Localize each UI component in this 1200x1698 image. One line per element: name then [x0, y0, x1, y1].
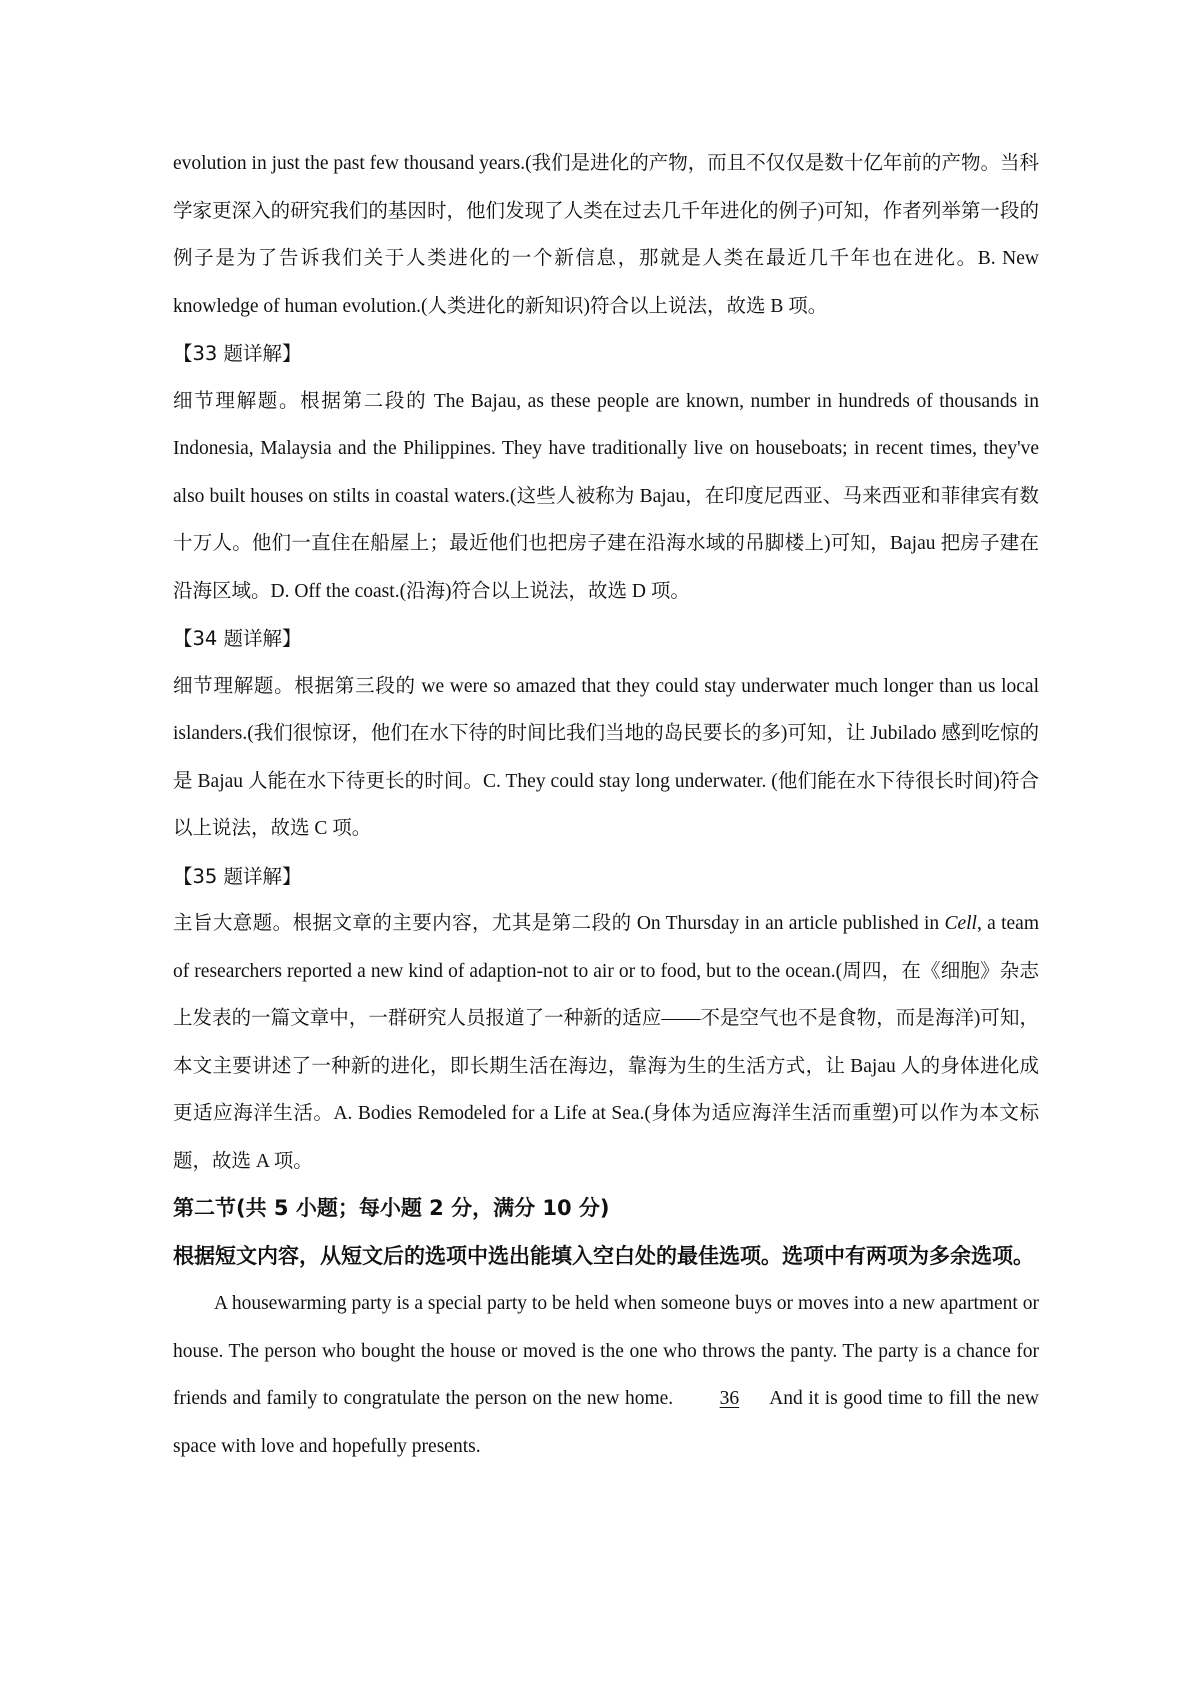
q33-explanation: 细节理解题。根据第二段的 The Bajau, as these people are known, number in hundreds of thousands in Indonesia, Malaysia and the Philippines. They have traditionally live on houseboats; in recent times, they've also built houses on stilts in coastal waters.(这些人被称为 Bajau，在印度尼西亚、马来西亚和菲律宾有数十万人。他们一直住在船屋上；最近他们也把房子建在沿海水域的吊脚楼上)可知，Bajau 把房子建在沿海区域。D. Off the coast.(沿海)符合以上说法，故选 D 项。: [173, 390, 1039, 602]
reading-passage-paragraph: [173, 1280, 1039, 1470]
q34-heading: 【34 题详解】: [173, 627, 302, 650]
passage-text-before-blank: A housewarming party is a special party to be held when someone buys or moves into a new apartment or house. The person who bought the house or moved is the one who throws the panty. The party is a chance for friends and family to congratulate the person on the new home.: [173, 1293, 1039, 1409]
q32-explanation-tail: evolution in just the past few thousand years.(我们是进化的产物，而且不仅仅是数十亿年前的产物。当科学家更深入的研究我们的基因时，他们发现了人类在过去几千年进化的例子)可知，作者列举第一段的例子是为了告诉我们关于人类进化的一个新信息，那就是人类在最近几千年也在进化。B. New knowledge of human evolution.(人类进化的新知识)符合以上说法，故选 B 项。: [173, 153, 1039, 317]
q35-heading: 【35 题详解】: [173, 864, 302, 888]
q35-explanation: [173, 900, 1039, 1185]
section-2-title: 第二节(共 5 小题；每小题 2 分，满分 10 分): [173, 1196, 610, 1220]
blank-36: 36: [719, 1388, 740, 1409]
section-2-instruction: 根据短文内容，从短文后的选项中选出能填入空白处的最佳选项。选项中有两项为多余选项。: [173, 1243, 1034, 1268]
q35-journal-name: Cell: [944, 913, 977, 934]
q33-heading: 【33 题详解】: [173, 342, 302, 365]
q34-explanation: 细节理解题。根据第三段的 we were so amazed that they could stay underwater much longer than us local islanders.(我们很惊讶，他们在水下待的时间比我们当地的岛民要长的多)可知，让 Jubilado 感到吃惊的是 Bajau 人能在水下待更长的时间。C. They could stay long underwater. (他们能在水下待很长时间)符合以上说法，故选 C 项。: [173, 675, 1039, 839]
document-page: [173, 140, 1039, 1470]
passage-text-after-blank: And it is good time to fill the new space with love and hopefully presents.: [173, 1388, 1040, 1457]
q35-text-after: , a team of researchers reported a new kind of adaption-not to air or to food, but to the ocean.(周四，在《细胞》杂志上发表的一篇文章中，一群研究人员报道了一种新的适应——不是空气也不是食物，而是海洋)可知，本文主要讲述了一种新的进化，即长期生活在海边，靠海为生的生活方式，让 Bajau 人的身体进化成更适应海洋生活。A. Bodies Remodeled for a Life at Sea.(身体为适应海洋生活而重塑)可以作为本文标题，故选 A 项。: [173, 913, 1039, 1172]
q35-text-before: 主旨大意题。根据文章的主要内容，尤其是第二段的 On Thursday in an article published in: [173, 913, 945, 934]
